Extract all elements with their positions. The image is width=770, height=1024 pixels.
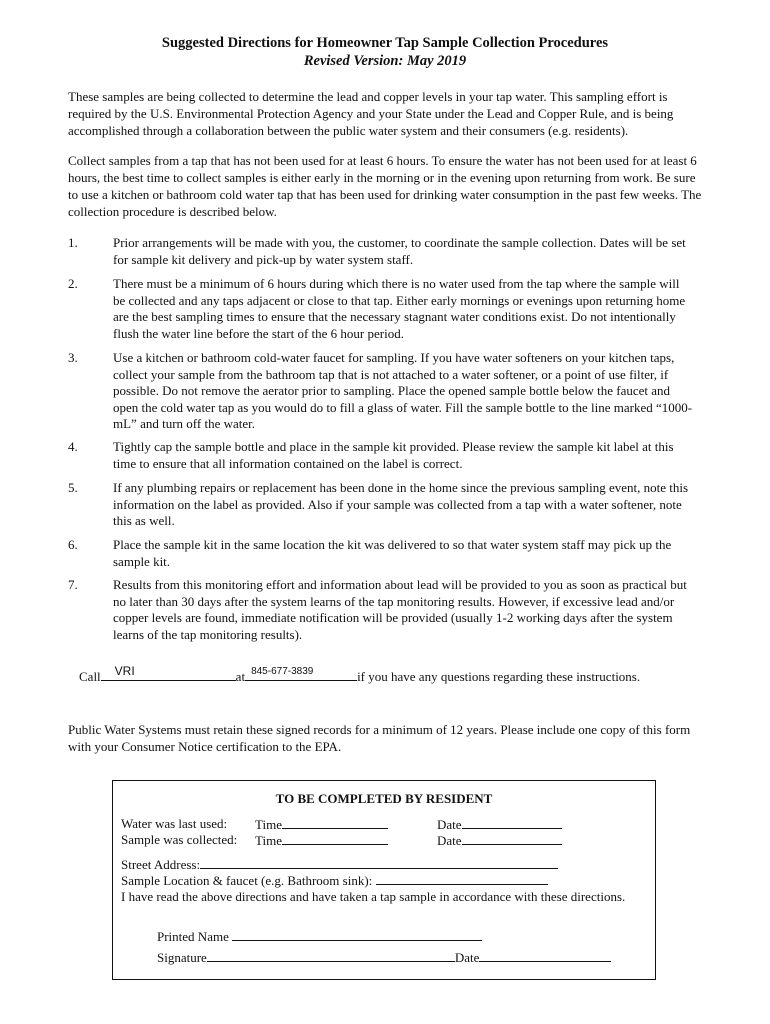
contact-phone-field[interactable] <box>245 666 357 681</box>
water-last-used-time-field[interactable] <box>282 816 388 829</box>
time-label: Time <box>255 817 282 832</box>
sample-collected-label: Sample was collected: <box>121 832 238 847</box>
retention-note: Public Water Systems must retain these signed records for a minimum of 12 years. Please include one copy of this form with your Consumer Notice certification to the EPA. <box>68 722 691 754</box>
sample-collected-date-field[interactable] <box>462 832 562 845</box>
signature-field[interactable] <box>207 949 455 962</box>
water-last-used-time <box>255 816 388 833</box>
certification-statement: I have read the above directions and have taken a tap sample in accordance with these directions. <box>121 889 626 904</box>
printed-name-field[interactable] <box>232 928 482 941</box>
step-number: 4. <box>68 439 78 454</box>
step-text: Tightly cap the sample bottle and place in the sample kit provided. Please review the sample kit label at this time to ensure that all information contained on the label is correct. <box>113 439 674 471</box>
signature-row <box>157 949 611 966</box>
date-label: Date <box>437 833 462 848</box>
step-number: 3. <box>68 350 78 365</box>
contact-name-value: VRI <box>114 664 135 678</box>
sample-location-field[interactable] <box>376 872 548 885</box>
step-text: Use a kitchen or bathroom cold-water faucet for sampling. If you have water softeners on your kitchen taps, collect your sample from the bathroom tap that is not attached to a water softener, or a point of use filter, if possible. Do not remove the aerator prior to sampling. Place the opened sample bottle below the faucet and open the cold water tap as you would do to fill a glass of water. Fill the sample bottle to the line marked “1000-mL” and turn off the water. <box>113 350 693 431</box>
signature-date-label: Date <box>454 950 480 965</box>
instructions-paragraph: Collect samples from a tap that has not been used for at least 6 hours. To ensure the water has not been used for at least 6 hours, the best time to collect samples is either early in the morning or in the evening upon returning from work. Be sure to use a kitchen or bathroom cold water tap that has been used for drinking water consumption in the past few weeks. The collection procedure is described below. <box>68 153 702 219</box>
document-subtitle: Revised Version: May 2019 <box>303 53 467 69</box>
water-last-used-date-field[interactable] <box>462 816 562 829</box>
contact-phone-value: 845-677-3839 <box>251 666 314 677</box>
sample-collected-date <box>437 832 562 849</box>
step-number: 7. <box>68 577 78 592</box>
step-number: 1. <box>68 235 78 250</box>
step-text: Results from this monitoring effort and information about lead will be provided to you as soon as practical but no later than 30 days after the system learns of the tap monitoring results. However, if excessive lead and/or copper levels are found, immediate notification will be provided (usually 1-2 working days after the system learns of the tap monitoring results). <box>113 577 687 642</box>
step-number: 2. <box>68 276 78 291</box>
step-text: If any plumbing repairs or replacement has been done in the home since the previous sampling event, note this information on the label as provided. Also if your sample was collected from a tap with a water softener, note this as well. <box>113 480 689 528</box>
step-text: Place the sample kit in the same location the kit was delivered to so that water system staff may pick up the sample kit. <box>113 537 672 569</box>
water-last-used-label: Water was last used: <box>121 816 228 831</box>
street-address-row <box>121 856 558 873</box>
contact-suffix: if you have any questions regarding these instructions. <box>357 669 641 684</box>
sample-location-label: Sample Location & faucet (e.g. Bathroom sink): <box>121 873 373 888</box>
step-text: Prior arrangements will be made with you, the customer, to coordinate the sample collection. Dates will be set for sample kit delivery and pick-up by water system staff. <box>113 235 686 267</box>
printed-name-row <box>157 928 482 945</box>
sample-collected-time <box>255 832 388 849</box>
step-number: 6. <box>68 537 78 552</box>
signature-date-field[interactable] <box>479 949 611 962</box>
signature-label: Signature <box>157 950 207 965</box>
intro-paragraph: These samples are being collected to determine the lead and copper levels in your tap water. This sampling effort is required by the U.S. Environmental Protection Agency and your State under the Lead and Copper Rule, and is being accomplished through a collaboration between the public water system and their consumers (e.g. residents). <box>68 89 674 138</box>
date-label: Date <box>437 817 462 832</box>
sample-location-row <box>121 872 548 889</box>
street-address-field[interactable] <box>200 856 558 869</box>
call-label: Call <box>79 669 101 684</box>
street-address-label: Street Address: <box>121 857 201 872</box>
document-title: Suggested Directions for Homeowner Tap Sample Collection Procedures <box>161 35 609 51</box>
time-label: Time <box>255 833 282 848</box>
at-label: at <box>235 669 246 684</box>
water-last-used-date <box>437 816 562 833</box>
printed-name-label: Printed Name <box>157 929 229 944</box>
sample-collected-time-field[interactable] <box>282 832 388 845</box>
contact-name-field[interactable] <box>101 666 236 681</box>
contact-line <box>79 666 640 685</box>
step-number: 5. <box>68 480 78 495</box>
step-text: There must be a minimum of 6 hours during which there is no water used from the tap where the sample will be collected and any taps adjacent or close to that tap. Either early mornings or evenings upon returning home are the best sampling times to ensure that the necessary stagnant water conditions exist. Do not intentionally flush the water line before the start of the 6 hour period. <box>113 276 686 341</box>
resident-form-title: TO BE COMPLETED BY RESIDENT <box>275 791 493 806</box>
resident-form <box>112 780 656 980</box>
